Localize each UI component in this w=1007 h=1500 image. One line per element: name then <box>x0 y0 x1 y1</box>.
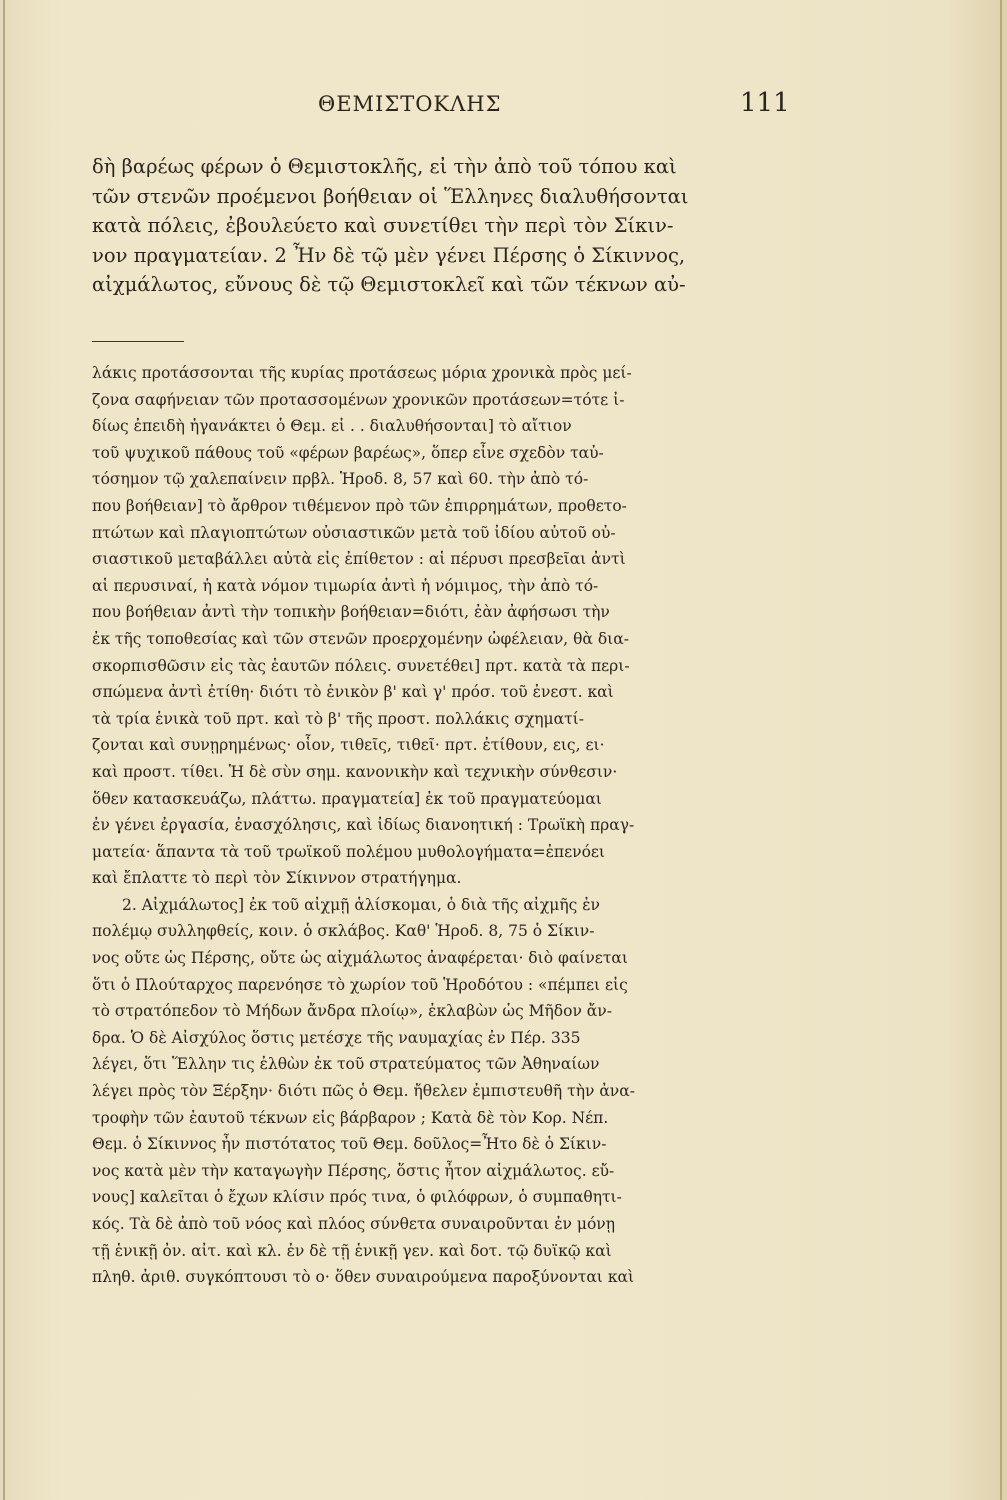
note-line: δίως ἐπειδὴ ἠγανάκτει ὁ Θεμ. εἰ . . διαλυθήσονται] τὸ αἴτιον <box>92 417 572 436</box>
main-text-line: κατὰ πόλεις, ἐβουλεύετο καὶ συνετίθει τὴν περὶ τὸν Σίκιν- <box>92 214 674 237</box>
page-right-edge <box>1000 0 1002 1500</box>
note-line: Θεμ. ὁ Σίκιννος ἦν πιστότατος τοῦ Θεμ. δοῦλος=Ἦτο δὲ ὁ Σίκιν- <box>92 1135 607 1154</box>
note-line: 2. Αἰχμάλωτος] ἐκ τοῦ αἰχμῇ ἁλίσκομαι, ὁ διὰ τῆς αἰχμῆς ἐν <box>122 895 600 914</box>
note-line: νος οὔτε ὡς Πέρσης, οὔτε ὡς αἰχμάλωτος ἀναφέρεται· διὸ φαίνεται <box>92 949 628 968</box>
note-line: πτώτων καὶ πλαγιοπτώτων οὐσιαστικῶν μετὰ τοῦ ἰδίου αὐτοῦ οὐ- <box>92 523 616 542</box>
note-line: τὰ τρία ἑνικὰ τοῦ πρτ. καὶ τὸ β' τῆς προστ. πολλάκις σχηματί- <box>92 709 584 728</box>
note-line: λάκις προτάσσονται τῆς κυρίας προτάσεως μόρια χρονικὰ πρὸς μεί- <box>92 364 632 382</box>
note-line: νος κατὰ μὲν τὴν καταγωγὴν Πέρσης, ὅστις ἦτον αἰχμάλωτος. εὔ- <box>92 1161 615 1180</box>
main-text-line: αἰχμάλωτος, εὔνους δὲ τῷ Θεμιστοκλεῖ καὶ τῶν τέκνων αὐ- <box>92 273 686 296</box>
main-text-line: νον πραγματείαν. 2 Ἦν δὲ τῷ μὲν γένει Πέρσης ὁ Σίκιννος, <box>92 243 686 267</box>
note-line: δρα. Ὁ δὲ Αἰσχύλος ὅστις μετέσχε τῆς ναυμαχίας ἐν Πέρ. 335 <box>92 1028 581 1047</box>
note-line: που βοήθειαν] τὸ ἄρθρον τιθέμενον πρὸ τῶν ἐπιρρημάτων, προθετο- <box>92 496 627 515</box>
note-line: νους] καλεῖται ὁ ἔχων κλίσιν πρός τινα, ὁ φιλόφρων, ὁ συμπαθητι- <box>92 1188 622 1207</box>
running-title: ΘΕΜΙΣΤΟΚΛΗΣ <box>318 92 502 116</box>
note-line: ἐκ τῆς τοποθεσίας καὶ τῶν στενῶν προερχομένην ὠφέλειαν, θὰ δια- <box>92 629 629 648</box>
note-line: σκορπισθῶσιν εἰς τὰς ἑαυτῶν πόλεις. συνετέθει] πρτ. κατὰ τὰ περι- <box>92 656 630 675</box>
note-line: τὸ στρατόπεδον τὸ Μήδων ἄνδρα πλοίῳ», ἐκλαβὼν ὡς Μῆδον ἄν- <box>92 1002 612 1021</box>
commentary-notes <box>92 360 812 1291</box>
main-text <box>92 152 812 300</box>
note-line: τῇ ἑνικῇ ὀν. αἰτ. καὶ κλ. ἐν δὲ τῇ ἑνικῇ γεν. καὶ δοτ. τῷ δυϊκῷ καὶ <box>92 1241 612 1260</box>
page-left-edge <box>3 0 5 1500</box>
note-line: λέγει, ὅτι Ἕλλην τις ἐλθὼν ἐκ τοῦ στρατεύματος τῶν Ἀθηναίων <box>92 1055 600 1074</box>
note-line: τοῦ ψυχικοῦ πάθους τοῦ «φέρων βαρέως», ὅπερ εἶνε σχεδὸν ταὐ- <box>92 443 604 462</box>
page-number: 111 <box>740 88 790 118</box>
note-line: σιαστικοῦ μεταβάλλει αὐτὰ εἰς ἐπίθετον : αἱ πέρυσι πρεσβεῖαι ἀντὶ <box>92 550 626 569</box>
note-line: κός. Τὰ δὲ ἀπὸ τοῦ νόος καὶ πλόος σύνθετα συναιροῦνται ἐν μόνῃ <box>92 1215 616 1233</box>
note-line: σπώμενα ἀντὶ ἐτίθη· διότι τὸ ἑνικὸν β' καὶ γ' πρόσ. τοῦ ἐνεστ. καὶ <box>92 683 614 702</box>
note-line: τόσημον τῷ χαλεπαίνειν πρβλ. Ἡροδ. 8, 57 καὶ 60. τὴν ἀπὸ τό- <box>92 470 589 489</box>
note-line: καὶ ἔπλαττε τὸ περὶ τὸν Σίκιννον στρατήγημα. <box>92 869 462 888</box>
note-line: που βοήθειαν ἀντὶ τὴν τοπικὴν βοήθειαν=διότι, ἐὰν ἀφήσωσι τὴν <box>92 603 610 622</box>
main-text-line: δὴ βαρέως φέρων ὁ Θεμιστοκλῆς, εἰ τὴν ἀπὸ τοῦ τόπου καὶ <box>92 155 677 178</box>
note-line: αἱ περυσιναί, ἡ κατὰ νόμον τιμωρία ἀντὶ ἡ νόμιμος, τὴν ἀπὸ τό- <box>92 576 599 595</box>
note-line: ζονα σαφήνειαν τῶν προτασσομένων χρονικῶν προτάσεων=τότε ἰ- <box>92 390 625 409</box>
main-text-line: τῶν στενῶν προέμενοι βοήθειαν οἱ Ἕλληνες διαλυθήσονται <box>92 184 689 208</box>
note-line: καὶ προστ. τίθει. Ἡ δὲ σὺν σημ. κανονικὴν καὶ τεχνικὴν σύνθεσιν· <box>92 762 618 781</box>
footnote-separator <box>92 341 184 342</box>
note-line: ὅτι ὁ Πλούταρχος παρενόησε τὸ χωρίον τοῦ Ἡροδότου : «πέμπει εἰς <box>92 975 628 994</box>
note-line: ὅθεν κατασκευάζω, πλάττω. πραγματεία] ἐκ τοῦ πραγματεύομαι <box>92 789 602 808</box>
note-line: τροφὴν τῶν ἑαυτοῦ τέκνων εἰς βάρβαρον ; Κατὰ δὲ τὸν Κορ. Νέπ. <box>92 1108 609 1127</box>
note-line: ματεία· ἅπαντα τὰ τοῦ τρωϊκοῦ πολέμου μυθολογήματα=ἐπενόει <box>92 842 606 861</box>
note-line: πολέμῳ συλληφθείς, κοιν. ὁ σκλάβος. Καθ' Ἡροδ. 8, 75 ὁ Σίκιν- <box>92 922 595 941</box>
note-line: λέγει πρὸς τὸν Ξέρξην· διότι πῶς ὁ Θεμ. ἤθελεν ἐμπιστευθῆ τὴν ἀνα- <box>92 1082 635 1101</box>
note-line: πληθ. ἀριθ. συγκόπτουσι τὸ ο· ὅθεν συναιρούμενα παροξύνονται καὶ <box>92 1268 635 1287</box>
note-line: ζονται καὶ συνῃρημένως· οἷον, τιθεῖς, τιθεῖ· πρτ. ἐτίθουν, εις, ει· <box>92 736 605 755</box>
note-line: ἐν γένει ἐργασία, ἐνασχόλησις, καὶ ἰδίως διανοητική : Τρωϊκὴ πραγ- <box>92 816 635 835</box>
page-header <box>0 88 1007 132</box>
